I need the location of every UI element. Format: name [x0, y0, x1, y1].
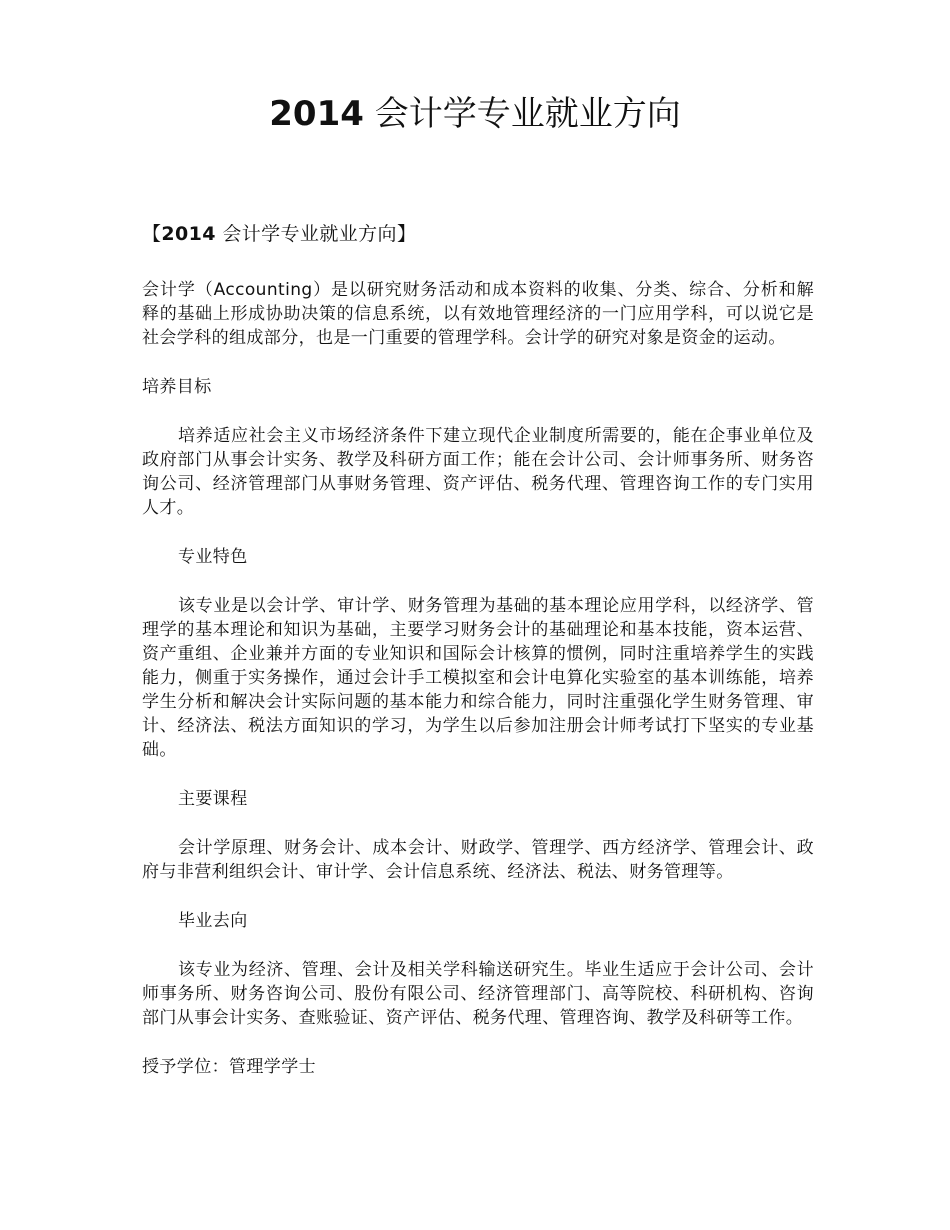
- document-title: [0, 92, 950, 136]
- subtitle-year: 2014: [161, 223, 216, 245]
- subtitle-close-bracket: 】: [396, 223, 417, 245]
- goal-paragraph: 培养适应社会主义市场经济条件下建立现代企业制度所需要的，能在企事业单位及政府部门从事会计实务、教学及科研方面工作；能在会计公司、会计师事务所、财务咨询公司、经济管理部门从事财务管理、资产评估、税务代理、管理咨询工作的专门实用人才。: [142, 426, 814, 518]
- title-year: 2014: [269, 94, 364, 134]
- career-paragraph: 该专业为经济、管理、会计及相关学科输送研究生。毕业生适应于会计公司、会计师事务所、财务咨询公司、股份有限公司、经济管理部门、高等院校、科研机构、咨询部门从事会计实务、查账验证、资产评估、税务代理、管理咨询、教学及科研等工作。: [142, 960, 814, 1028]
- courses-paragraph: 会计学原理、财务会计、成本会计、财政学、管理学、西方经济学、管理会计、政府与非营利组织会计、审计学、会计信息系统、经济法、税法、财务管理等。: [142, 838, 814, 882]
- career-heading: 毕业去向: [178, 911, 248, 931]
- courses-heading: 主要课程: [178, 789, 248, 809]
- document-body: [142, 220, 814, 1104]
- intro-after: ）是以研究财务活动和成本资料的收集、分类、综合、分析和解释的基础上形成协助决策的信息系统，以有效地管理经济的一门应用学科，可以说它是社会学科的组成部分，也是一门重要的管理学科。会计学的研究对象是资金的运动。: [142, 280, 814, 348]
- title-text: 会计学专业就业方向: [363, 94, 681, 134]
- intro-paragraph: [142, 278, 814, 350]
- intro-before: 会计学（: [142, 280, 214, 300]
- features-paragraph: 该专业是以会计学、审计学、财务管理为基础的基本理论应用学科，以经济学、管理学的基本理论和知识为基础，主要学习财务会计的基础理论和基本技能，资本运营、资产重组、企业兼并方面的专业知识和国际会计核算的惯例，同时注重培养学生的实践能力，侧重于实务操作，通过会计手工模拟室和会计电算化实验室的基本训练能，培养学生分析和解决会计实际问题的基本能力和综合能力，同时注重强化学生财务管理、审计、经济法、税法方面知识的学习，为学生以后参加注册会计师考试打下坚实的专业基础。: [142, 596, 814, 760]
- subtitle-open-bracket: 【: [142, 223, 162, 245]
- degree-line: 授予学位：管理学学士: [142, 1057, 316, 1077]
- section-subtitle: [142, 220, 814, 248]
- features-heading: 专业特色: [178, 547, 248, 567]
- goal-heading: 培养目标: [142, 377, 212, 397]
- subtitle-text: 会计学专业就业方向: [215, 223, 397, 245]
- intro-english-term: Accounting: [213, 280, 313, 300]
